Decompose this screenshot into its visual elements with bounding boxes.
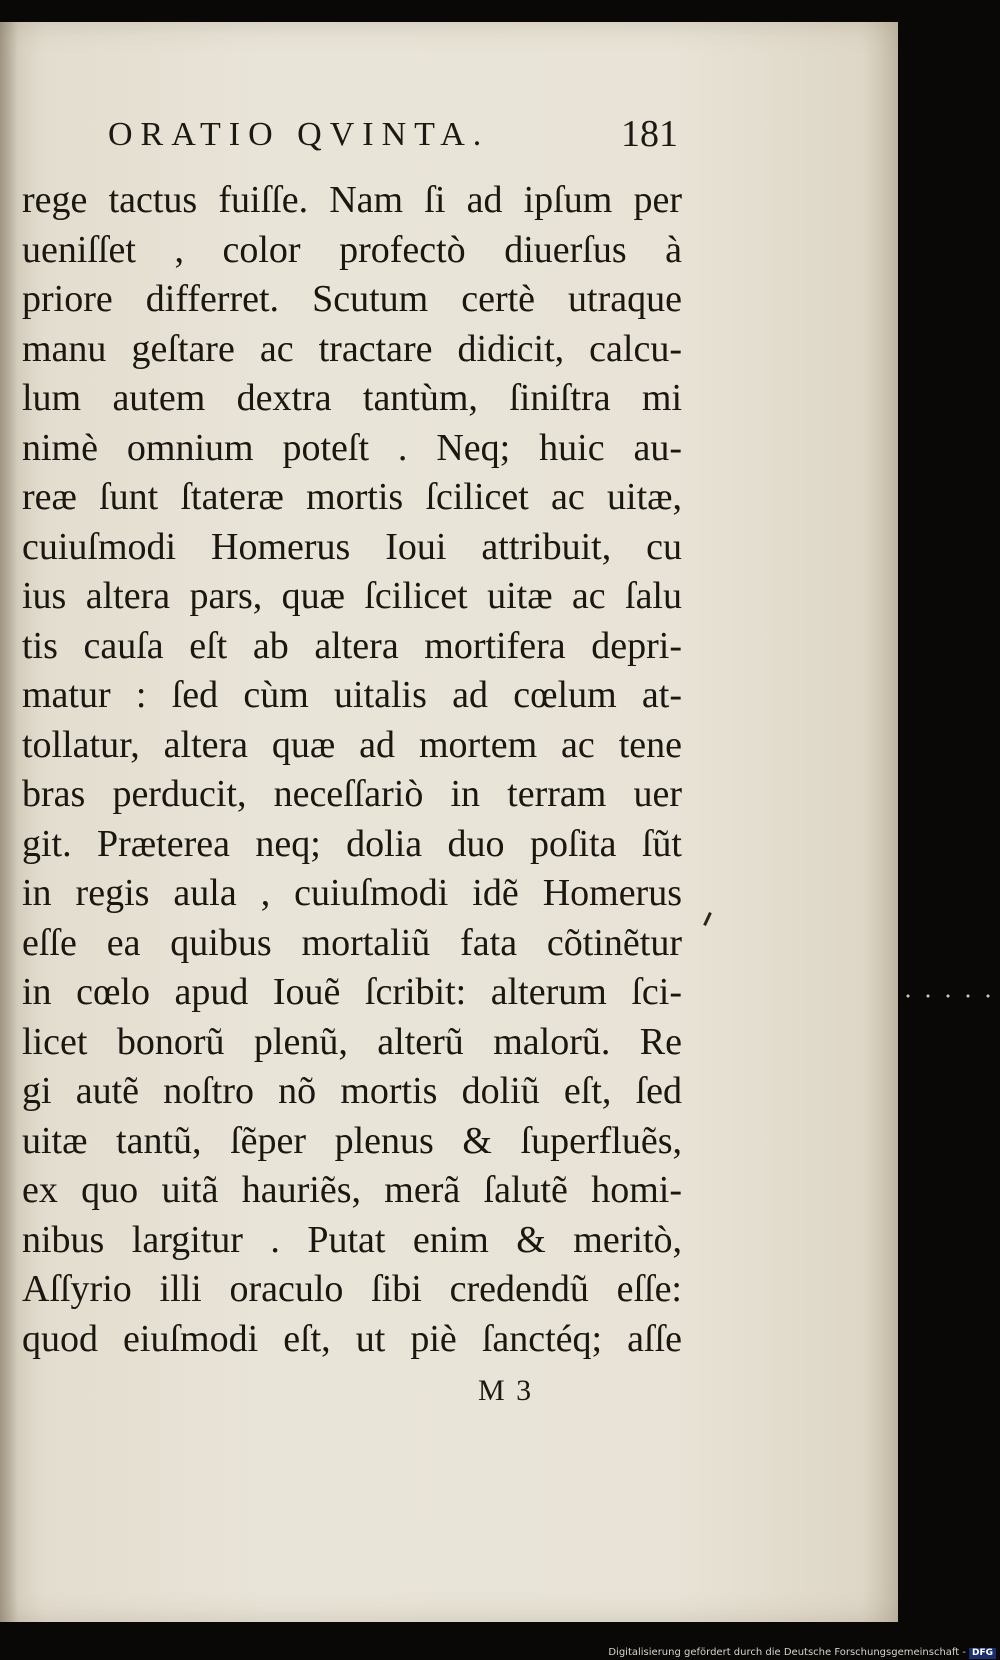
text-line: cuiuſmodi Homerus Ioui attribuit, cu (22, 525, 682, 568)
page-gutter-shadow (0, 22, 18, 1622)
credit-text: Digitalisierung gefördert durch die Deutsche Forschungsgemeinschaft - (608, 1647, 966, 1658)
text-line: bras perducit, neceſſariò in terram uer (22, 773, 682, 815)
text-line: in regis aula , cuiuſmodi idẽ Homerus (22, 872, 682, 914)
body-text (22, 176, 682, 1364)
text-line: ius altera pars, quæ ſcilicet uitæ ac ſalu (22, 575, 682, 617)
margin-mark (703, 912, 712, 926)
text-line: matur : ſed cùm uitalis ad cœlum at- (22, 674, 682, 716)
text-line: licet bonorũ plenũ, alterũ malorũ. Re (22, 1020, 682, 1063)
book-page (0, 22, 898, 1622)
text-line: quod eiuſmodi eſt, ut piè ſanctéq; aſſe (22, 1317, 682, 1360)
text-line: gi autẽ noſtro nõ mortis doliũ eſt, ſed (22, 1070, 682, 1112)
text-line: priore differret. Scutum certè utraque (22, 278, 682, 320)
leader-dots (898, 994, 1000, 998)
page-header (100, 112, 678, 162)
text-line: nibus largitur . Putat enim & meritò, (22, 1218, 682, 1261)
folio-number: 181 (621, 113, 678, 155)
text-line: git. Præterea neq; dolia duo poſita ſũt (22, 822, 682, 865)
signature-mark: M 3 (478, 1374, 534, 1407)
text-line: uitæ tantũ, ſẽper plenus & ſuperfluẽs, (22, 1119, 682, 1162)
text-line: Aſſyrio illi oraculo ſibi credendũ eſſe: (22, 1268, 682, 1310)
text-line: tis cauſa eſt ab altera mortifera depri- (22, 624, 682, 667)
text-line: nimè omnium poteſt . Neq; huic au- (22, 426, 682, 469)
text-line: eſſe ea quibus mortaliũ fata cõtinẽtur (22, 921, 682, 964)
text-line: ueniſſet , color profectò diuerſus à (22, 228, 682, 271)
text-line: ex quo uitã hauriẽs, merã ſalutẽ homi- (22, 1169, 682, 1211)
text-line: reæ ſunt ſtateræ mortis ſcilicet ac uitæ, (22, 476, 682, 518)
text-line: rege tactus fuiſſe. Nam ſi ad ipſum per (22, 179, 682, 221)
text-line: tollatur, altera quæ ad mortem ac tene (22, 723, 682, 766)
text-line: lum autem dextra tantùm, ſiniſtra mi (22, 377, 682, 419)
text-line: in cœlo apud Iouẽ ſcribit: alterum ſci- (22, 971, 682, 1013)
dfg-logo: DFG (969, 1648, 996, 1659)
text-line: manu geſtare ac tractare didicit, calcu- (22, 327, 682, 370)
digitization-credit (608, 1647, 996, 1659)
running-title: ORATIO QVINTA. (108, 116, 490, 153)
